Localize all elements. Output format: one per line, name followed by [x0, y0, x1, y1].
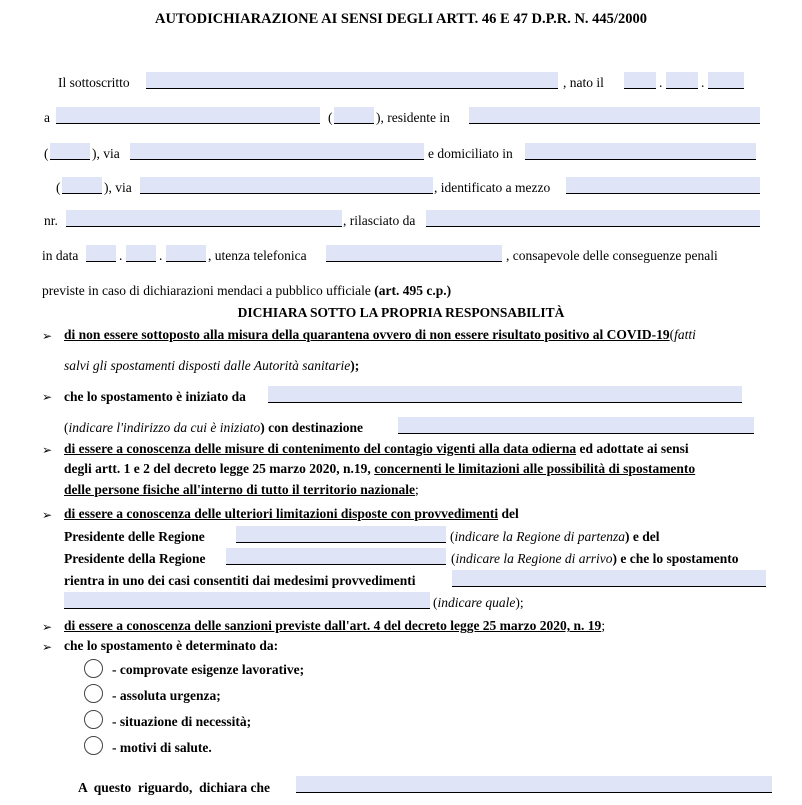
permitted-case-field[interactable]	[452, 570, 766, 587]
issued-by-field[interactable]	[426, 210, 760, 227]
bullet4-qualeclose: );	[515, 595, 524, 610]
label-presidente-arrivo: Presidente della Regione	[64, 551, 206, 566]
bullet4-quale-line	[433, 595, 524, 611]
bullet2-indicare: indicare l'indirizzo da cui è iniziato	[68, 420, 261, 435]
label-nato: , nato il	[563, 75, 604, 90]
label-domiciliato: e domiciliato in	[428, 146, 513, 161]
bullet4-rientra: rientra in uno dei casi consentiti dai medesimi provvedimenti	[64, 573, 416, 588]
bullet1-close: );	[350, 358, 360, 373]
bullet1-salvi: salvi gli spostamenti disposti dalle Autorità sanitarie	[64, 358, 351, 373]
dot-separator: .	[119, 248, 123, 263]
bullet6-text: che lo spostamento è determinato da:	[64, 638, 279, 653]
bullet4-part1: di essere a conoscenza delle ulteriori limitazioni disposte con provvedimenti	[64, 506, 499, 521]
bullet2-main: che lo spostamento è iniziato da	[64, 389, 246, 404]
region-arrival-field[interactable]	[226, 548, 446, 565]
permitted-case-field-continued[interactable]	[64, 592, 430, 609]
dichiara-heading: DICHIARA SOTTO LA PROPRIA RESPONSABILITÀ	[237, 305, 565, 320]
bullet4-line1	[64, 506, 519, 522]
paren-open: (	[450, 529, 455, 544]
bullet3-part3: delle persone fisiche all'interno di tutto il territorio nazionale	[64, 482, 415, 497]
paren-open: (	[451, 551, 456, 566]
arrow-bullet-icon: ➢	[42, 620, 53, 634]
bullet3-line1	[64, 441, 689, 457]
birth-year-field[interactable]	[708, 72, 744, 89]
bullet4-ind1: indicare la Regione di partenza	[454, 529, 625, 544]
destination-field[interactable]	[398, 417, 754, 434]
bullet5-end: ;	[601, 618, 606, 633]
birth-day-field[interactable]	[624, 72, 656, 89]
label-sottoscritto: Il sottoscritto	[58, 75, 130, 90]
arrow-bullet-icon: ➢	[42, 329, 53, 343]
bullet3-line2	[64, 461, 695, 477]
bullet4-ind2: indicare la Regione di arrivo	[455, 551, 613, 566]
bullet1-line1	[64, 327, 696, 343]
bullet2-destinazione: ) con destinazione	[260, 420, 364, 435]
label-a: a	[44, 110, 50, 125]
issue-month-field[interactable]	[126, 245, 156, 262]
bullet4-del: del	[498, 506, 519, 521]
bullet4-ind2-line	[451, 551, 738, 567]
option-urgenza: - assoluta urgenza;	[112, 688, 221, 703]
domicile-street-field[interactable]	[140, 177, 433, 194]
arrow-bullet-icon: ➢	[42, 443, 53, 457]
id-document-field[interactable]	[566, 177, 760, 194]
id-number-field[interactable]	[66, 210, 342, 227]
birth-place-field[interactable]	[56, 107, 320, 124]
dot-separator: .	[159, 248, 163, 263]
bullet1-line2	[64, 358, 359, 374]
bullet4-ind2close: ) e che lo spostamento	[612, 551, 739, 566]
bullet3-part2a: degli artt. 1 e 2 del decreto legge 25 marzo 2020, n.19,	[64, 461, 375, 476]
label-via: ), via	[104, 180, 132, 195]
arrow-bullet-icon: ➢	[42, 508, 53, 522]
option-necessita: - situazione di necessità;	[112, 714, 252, 729]
option-salute: - motivi di salute.	[112, 740, 212, 755]
departure-address-field[interactable]	[268, 386, 742, 403]
label-identificato: , identificato a mezzo	[434, 180, 551, 195]
paren-open: (	[44, 146, 49, 161]
previste-text: previste in caso di dichiarazioni mendaci a pubblico ufficiale	[42, 283, 371, 298]
previste-line	[42, 283, 451, 299]
residence-province-field[interactable]	[50, 143, 90, 160]
label-utenza: , utenza telefonica	[208, 248, 307, 263]
domicile-province-field[interactable]	[62, 177, 102, 194]
document-title: AUTODICHIARAZIONE AI SENSI DEGLI ARTT. 46 E 47 D.P.R. N. 445/2000	[155, 11, 647, 27]
bullet3-part1: di essere a conoscenza delle misure di contenimento del contagio vigenti alla data odierna	[64, 441, 577, 456]
residence-field[interactable]	[469, 107, 760, 124]
label-rilasciato: , rilasciato da	[343, 213, 416, 228]
radio-salute[interactable]	[84, 736, 103, 755]
region-departure-field[interactable]	[236, 526, 446, 543]
paren-open: (	[64, 420, 69, 435]
label-residente: ), residente in	[376, 110, 450, 125]
dot-separator: .	[701, 75, 705, 90]
bullet1-main: di non essere sottoposto alla misura della quarantena ovvero di non essere risultato positivo al COVID-19	[64, 327, 670, 342]
name-field[interactable]	[146, 72, 558, 89]
phone-field[interactable]	[326, 245, 502, 262]
paren-open: (	[328, 110, 333, 125]
dot-separator: .	[659, 75, 663, 90]
option-lavorative: - comprovate esigenze lavorative;	[112, 662, 305, 677]
arrow-bullet-icon: ➢	[42, 390, 53, 404]
paren-open: (	[669, 327, 675, 342]
issue-year-field[interactable]	[166, 245, 206, 262]
bullet3-part2b: concernenti le limitazioni alle possibilità di spostamento	[374, 461, 696, 476]
bullet3-line3	[64, 482, 419, 498]
label-via: ), via	[92, 146, 120, 161]
birth-province-field[interactable]	[334, 107, 374, 124]
paren-open: (	[433, 595, 438, 610]
label-in-data: in data	[42, 248, 79, 263]
radio-necessita[interactable]	[84, 710, 103, 729]
arrow-bullet-icon: ➢	[42, 640, 53, 654]
bullet4-quale: indicare quale	[437, 595, 516, 610]
bullet5-text: di essere a conoscenza delle sanzioni previste dall'art. 4 del decreto legge 25 marzo 2020, n. 19	[64, 618, 602, 633]
radio-lavorative[interactable]	[84, 659, 103, 678]
birth-month-field[interactable]	[666, 72, 698, 89]
bullet4-ind1-line	[450, 529, 659, 545]
domicile-field[interactable]	[525, 143, 756, 160]
bullet1-fatti: fatti	[674, 327, 696, 342]
radio-urgenza[interactable]	[84, 684, 103, 703]
bullet3-end: ;	[414, 482, 419, 497]
issue-day-field[interactable]	[86, 245, 116, 262]
residence-street-field[interactable]	[130, 143, 424, 160]
regarding-field[interactable]	[296, 776, 772, 793]
bullet5-line	[64, 618, 605, 634]
label-consapevole: , consapevole delle conseguenze penali	[506, 248, 718, 263]
paren-open: (	[56, 180, 61, 195]
label-riguardo: A questo riguardo, dichiara che	[78, 780, 271, 795]
bullet4-ind1close: ) e del	[624, 529, 660, 544]
art-reference: (art. 495 c.p.)	[374, 283, 452, 298]
bullet3-part1b: ed adottate ai sensi	[576, 441, 689, 456]
label-presidente-partenza: Presidente delle Regione	[64, 529, 205, 544]
bullet2-line2	[64, 420, 363, 436]
label-nr: nr.	[44, 213, 58, 228]
